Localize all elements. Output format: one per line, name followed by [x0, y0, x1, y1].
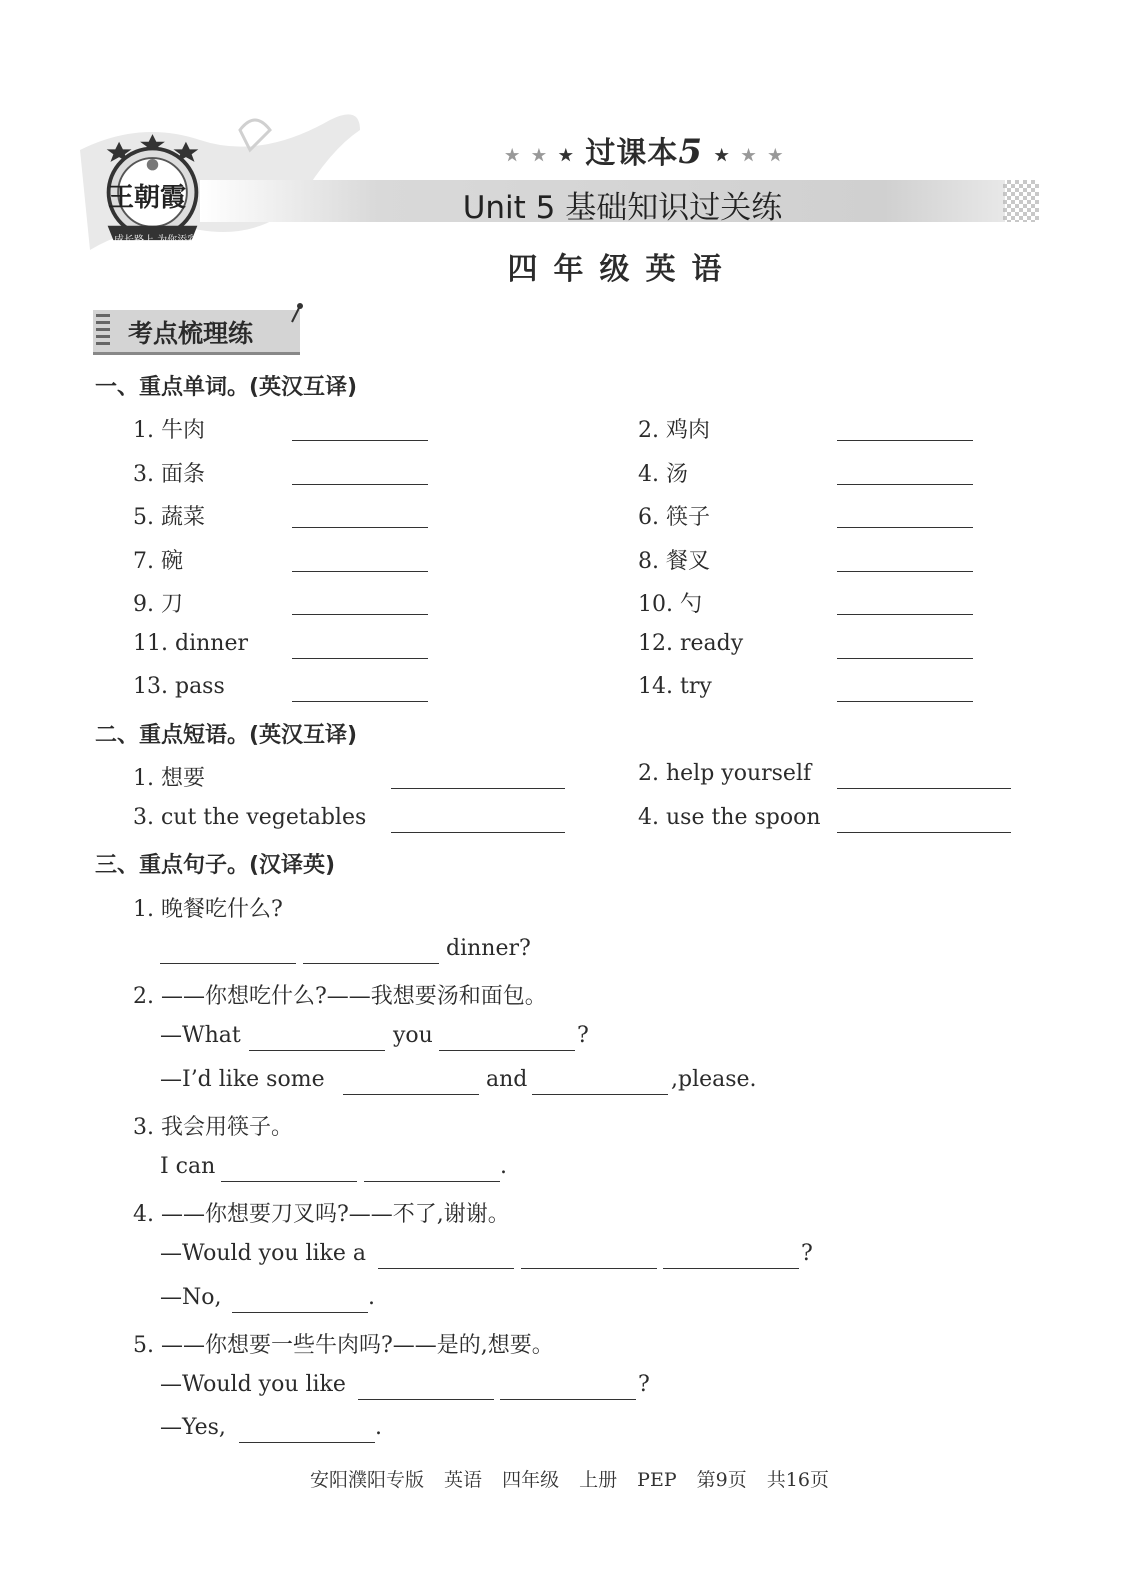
answer-blank[interactable] [292, 440, 428, 441]
unit-title: Unit 5 基础知识过关练 [462, 190, 783, 226]
sentence-text: ? [577, 1023, 589, 1048]
answer-blank[interactable] [364, 1181, 500, 1182]
answer-blank[interactable] [837, 527, 973, 528]
answer-blank[interactable] [391, 832, 565, 833]
word-item: 13. pass [133, 674, 225, 699]
answer-blank[interactable] [292, 701, 428, 702]
sentence-text: —Yes, [160, 1415, 226, 1440]
brand-name: 王朝霞 [108, 183, 187, 213]
sentence-text: . [500, 1154, 507, 1179]
answer-blank[interactable] [500, 1399, 636, 1400]
star-icon: ★ [768, 145, 784, 165]
word-item: 2. 鸡肉 [638, 418, 710, 443]
answer-blank[interactable] [521, 1268, 657, 1269]
star-icon: ★ [714, 145, 730, 165]
answer-blank[interactable] [292, 614, 428, 615]
sentence-text: —Would you like a [160, 1241, 367, 1266]
answer-blank[interactable] [292, 527, 428, 528]
star-icon: ★ [741, 145, 757, 165]
word-item: 8. 餐叉 [638, 549, 710, 574]
sentence-text: . [375, 1415, 382, 1440]
pencil-icon [288, 302, 304, 326]
page-footer: 安阳濮阳专版 英语 四年级 上册 PEP 第9页 共16页 [310, 1469, 829, 1491]
answer-blank[interactable] [837, 832, 1011, 833]
sentence-text: —I’d like some [160, 1067, 325, 1092]
word-item: 11. dinner [133, 631, 248, 656]
answer-blank[interactable] [221, 1181, 357, 1182]
answer-blank[interactable] [663, 1268, 799, 1269]
sentence-text: —What [160, 1023, 241, 1048]
word-item: 12. ready [638, 631, 744, 656]
sentence-prompt: 1. 晚餐吃什么? [133, 897, 283, 922]
section-label: 考点梳理练 [128, 319, 254, 348]
answer-blank[interactable] [292, 571, 428, 572]
section-bars-decoration [96, 314, 110, 348]
answer-blank[interactable] [837, 484, 973, 485]
phrase-item: 2. help yourself [638, 761, 812, 786]
sentence-text: ,please. [671, 1067, 757, 1092]
word-item: 1. 牛肉 [133, 418, 205, 443]
sentence-text: I can [160, 1154, 216, 1179]
sentence-prompt: 5. ——你想要一些牛肉吗?——是的,想要。 [133, 1333, 554, 1358]
answer-blank[interactable] [837, 614, 973, 615]
star-icon: ★ [505, 145, 521, 165]
phrase-item: 3. cut the vegetables [133, 805, 367, 830]
word-item: 5. 蔬菜 [133, 505, 205, 530]
answer-blank[interactable] [837, 440, 973, 441]
answer-blank[interactable] [239, 1442, 375, 1443]
star-icon: ★ [558, 145, 574, 165]
word-item: 7. 碗 [133, 549, 183, 574]
answer-blank[interactable] [343, 1094, 479, 1095]
word-item: 6. 筷子 [638, 505, 710, 530]
word-item: 10. 勺 [638, 592, 702, 617]
sentence-text: ? [638, 1372, 650, 1397]
ribbon-decoration [0, 0, 420, 280]
word-item: 4. 汤 [638, 462, 688, 487]
phrase-item: 1. 想要 [133, 766, 205, 791]
part2-heading: 二、重点短语。(英汉互译) [95, 723, 358, 748]
phrase-item: 4. use the spoon [638, 805, 821, 830]
answer-blank[interactable] [358, 1399, 494, 1400]
answer-blank[interactable] [303, 963, 439, 964]
sentence-prompt: 4. ——你想要刀叉吗?——不了,谢谢。 [133, 1202, 510, 1227]
sentence-text: . [368, 1285, 375, 1310]
answer-blank[interactable] [249, 1050, 385, 1051]
word-item: 14. try [638, 674, 712, 699]
answer-blank[interactable] [837, 701, 973, 702]
part1-heading: 一、重点单词。(英汉互译) [95, 375, 358, 400]
answer-blank[interactable] [837, 658, 973, 659]
answer-blank[interactable] [837, 571, 973, 572]
series-number: 5 [678, 132, 704, 172]
answer-blank[interactable] [391, 788, 565, 789]
sentence-prompt: 2. ——你想吃什么?——我想要汤和面包。 [133, 984, 547, 1009]
answer-blank[interactable] [232, 1312, 368, 1313]
answer-blank[interactable] [532, 1094, 668, 1095]
series-title [505, 128, 783, 172]
answer-blank[interactable] [837, 788, 1011, 789]
word-item: 3. 面条 [133, 462, 205, 487]
answer-blank[interactable] [160, 963, 296, 964]
part3-heading: 三、重点句子。(汉译英) [95, 853, 336, 878]
answer-blank[interactable] [292, 658, 428, 659]
sentence-text: you [393, 1023, 433, 1048]
sentence-text: ? [801, 1241, 813, 1266]
brand-slogan: 成长路上 为你添彩 [114, 235, 198, 246]
word-item: 9. 刀 [133, 592, 183, 617]
answer-blank[interactable] [439, 1050, 575, 1051]
grade-subject-title: 四年级英语 [507, 252, 738, 287]
answer-blank[interactable] [292, 484, 428, 485]
sentence-prompt: 3. 我会用筷子。 [133, 1115, 293, 1140]
sentence-text: —Would you like [160, 1372, 346, 1397]
sentence-text: —No, [160, 1285, 222, 1310]
sentence-text: and [486, 1067, 528, 1092]
sentence-text: dinner? [446, 936, 531, 961]
answer-blank[interactable] [378, 1268, 514, 1269]
series-label: 过课本 [585, 136, 679, 171]
star-icon: ★ [531, 145, 548, 165]
